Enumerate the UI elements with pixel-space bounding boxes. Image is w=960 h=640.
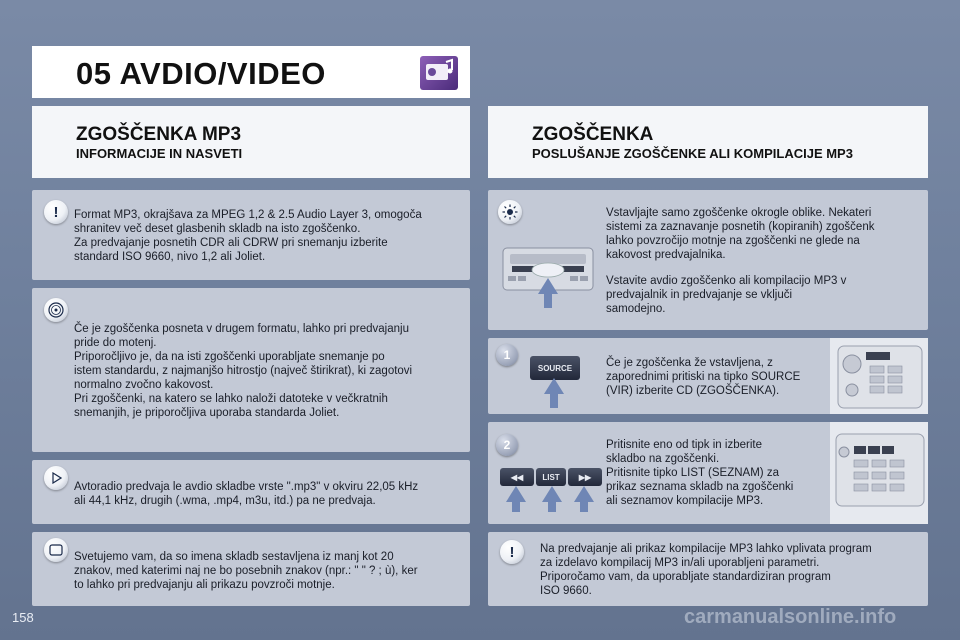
source-button[interactable]: SOURCE	[530, 356, 580, 380]
step-number-badge: 2	[496, 434, 518, 456]
right-section-subtitle: POSLUŠANJE ZGOŠČENKE ALI KOMPILACIJE MP3	[532, 146, 853, 161]
watermark: carmanualsonline.info	[684, 606, 897, 628]
step-panel-source	[488, 338, 928, 414]
info-panel-recording	[32, 288, 470, 452]
radio-panel-image	[830, 422, 928, 524]
press-arrow-icon	[544, 378, 564, 408]
step-panel-list	[488, 422, 928, 524]
panel-text: Vstavite avdio zgoščenko ali kompilacijo MP3 v predvajalnik in predvajanje se vključi samodejno.	[606, 275, 847, 315]
page-number: 158	[12, 610, 34, 625]
left-section-subtitle: INFORMACIJE IN NASVETI	[76, 146, 243, 161]
press-arrow-icon	[574, 486, 594, 516]
panel-text: Format MP3, okrajšava za MPEG 1,2 & 2.5 Audio Layer 3, omogoča shranitev več deset glasbenih skladb na isto zgoščenko. Za predvajanje posnetih CDR ali CDRW pri snemanju izberite standard ISO 9660, nivo 1,2 ali Joliet.	[74, 209, 422, 263]
panel-text: Avtoradio predvaja le avdio skladbe vrste ".mp3" v okviru 22,05 kHz ali 44,1 kHz, drugih (.wma, .mp4, m3u, itd.) pa ne predvaja.	[74, 481, 419, 507]
panel-text: Če je zgoščenka posneta v drugem formatu, lahko pri predvajanju pride do motenj. Priporočljivo je, da na isti zgoščenki uporabljate snemanje po istem standardu, z najmanjšo hitrostjo (največ štirikrat), ki zagotovi normalno zvočno kakovost. Pri zgoščenki, na katero se lahko naloži datoteke v večkratnih snemanjih, je priporočljiva uporaba standarda Joliet.	[74, 323, 413, 419]
info-panel-compilation	[488, 532, 928, 606]
list-button[interactable]: LIST	[536, 468, 566, 486]
panel-text: Svetujemo vam, da so imena skladb sestavljena iz manj kot 20 znakov, med katerimi naj ne bo posebnih znakov (npr.: " " ? ; ù), ker to lahko pri predvajanju ali prikazu povzroči motnje.	[74, 551, 418, 591]
info-panel-insert	[488, 190, 928, 330]
stop-icon	[44, 538, 68, 562]
page-title: 05 AVDIO/VIDEO	[76, 56, 326, 91]
next-track-button[interactable]: ▶▶	[568, 468, 602, 486]
insert-arrow-icon	[538, 278, 558, 300]
info-panel-format	[32, 190, 470, 280]
step-number-badge: 1	[496, 344, 518, 366]
audio-video-icon	[420, 56, 458, 90]
play-icon	[44, 466, 68, 490]
light-icon	[498, 200, 522, 224]
info-panel-formats	[32, 460, 470, 524]
warning-icon: !	[44, 200, 68, 224]
left-section-title: ZGOŠČENKA MP3	[76, 124, 242, 145]
radio-panel-image	[830, 338, 928, 414]
disc-icon	[44, 298, 68, 322]
press-arrow-icon	[506, 486, 526, 516]
panel-text: Pritisnite eno od tipk in izberite skladbo na zgoščenki. Pritisnite tipko LIST (SEZNAM) za prikaz seznama skladb na zgoščenki ali seznamov kompilacije MP3.	[606, 439, 794, 507]
press-arrow-icon	[542, 486, 562, 516]
panel-text: Vstavljajte samo zgoščenke okrogle oblike. Nekateri sistemi za zaznavanje posnetih (kopiranih) zgoščenk lahko povzročijo motnje na zgoščenki ne glede na kakovost predvajalnika.	[606, 207, 875, 261]
panel-text: Na predvajanje ali prikaz kompilacije MP3 lahko vplivata program za izdelavo kompilacij MP3 in/ali uporabljeni parametri. Priporočamo vam, da uporabljate standardiziran program ISO 9660.	[540, 543, 872, 597]
previous-track-button[interactable]: ◀◀	[500, 468, 534, 486]
warning-icon: !	[500, 540, 524, 564]
panel-text: Če je zgoščenka že vstavljena, z zaporednimi pritiski na tipko SOURCE (VIR) izberite CD (ZGOŠČENKA).	[606, 357, 801, 397]
right-section-title: ZGOŠČENKA	[532, 124, 654, 145]
info-panel-names	[32, 532, 470, 606]
